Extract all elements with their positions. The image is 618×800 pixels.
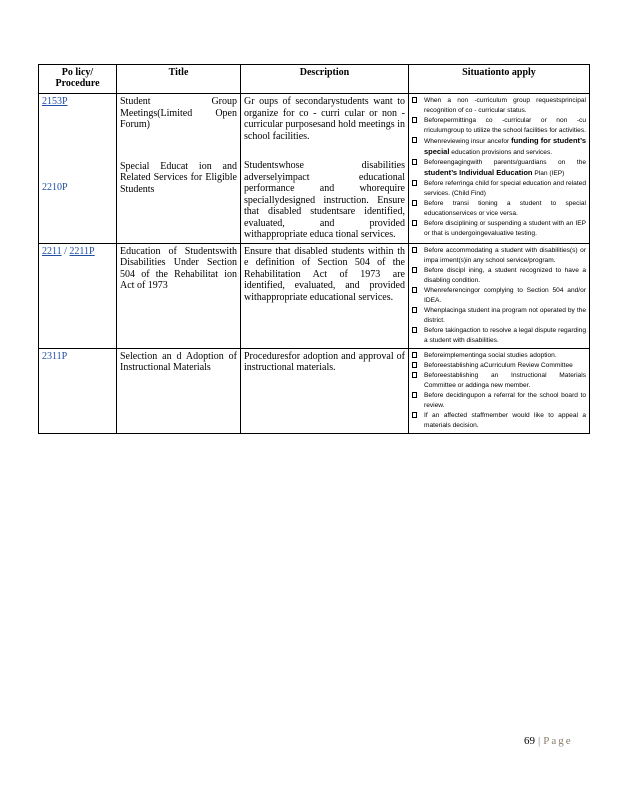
header-situation: Situationto apply xyxy=(409,65,590,94)
checkbox-bullet-icon xyxy=(412,412,417,418)
list-item: Beforeimplementinga social studies adoption. xyxy=(412,351,586,361)
checkbox-bullet-icon xyxy=(412,352,417,358)
list-item: Before accommodating a student with disabilities(s) or impa irment(s)in any school service/program. xyxy=(412,246,586,266)
policy-description: Studentswhose disabilities adverselyimpact educational performance and whorequire speciallydesigned instruction. Ensure that disabled studentsare identified, evaluated, and provided withappropriate educa tional services. xyxy=(244,160,405,240)
header-description: Description xyxy=(241,65,409,94)
policy-title: Special Educat ion and Related Services for Eligible Students xyxy=(120,160,237,195)
policy-link-2153p[interactable]: 2153P xyxy=(42,96,68,107)
list-item: If an affected staffmember would like to appeal a materials decision. xyxy=(412,411,586,431)
list-item: Before referringa child for special education and related services. (Child Find) xyxy=(412,179,586,199)
checkbox-bullet-icon xyxy=(412,137,417,143)
description-cell xyxy=(241,94,409,244)
policy-title: Selection an d Adoption of Instructional Materials xyxy=(117,348,241,433)
policy-code-2311p: 2311P xyxy=(42,350,68,362)
page-number: 69 xyxy=(524,735,535,747)
table-row xyxy=(39,348,590,433)
list-item: Beforeestablishing aCurriculum Review Committee xyxy=(412,361,586,371)
list-item: Beforepermittinga co -curricular or non -cu rriculumgroup to utilize the school facilities for activities. xyxy=(412,116,586,136)
list-item: Beforeengagingwith parents/guardians on the student’s Individual Education Plan (IEP) xyxy=(412,158,586,179)
list-item: When a non -curriculum group requestsprincipal recognition of co - curricular status. xyxy=(412,96,586,116)
table-header-row xyxy=(39,65,590,94)
policy-description: Ensure that disabled students within th e definition of Section 504 of the Rehabilitation Act of 1973 are identified, evaluated, and provided withappropriate educational services. xyxy=(241,243,409,348)
checkbox-bullet-icon xyxy=(412,159,417,165)
situation-cell xyxy=(409,94,590,244)
checkbox-bullet-icon xyxy=(412,267,417,273)
policy-description: Gr oups of secondarystudents want to organize for co - curri cular or non - curricular purposesand hold meetings in school facilities. xyxy=(244,96,405,142)
list-item: Before disciplining or suspending a student with an IEP or that is undergoingevaluative testing. xyxy=(412,219,586,239)
page-label: Page xyxy=(543,735,573,747)
policy-title: Education of Studentswith Disabilities Under Section 504 of the Rehabilitat ion Act of 1973 xyxy=(117,243,241,348)
checkbox-bullet-icon xyxy=(412,117,417,123)
policy-code-2210p: 2210P xyxy=(42,181,68,193)
policy-cell xyxy=(39,348,117,433)
list-item: Before transi tioning a student to special educationservices or vice versa. xyxy=(412,199,586,219)
policy-cell xyxy=(39,94,117,244)
list-item: Beforeestablishing an Instructional Materials Committee or addinga new member. xyxy=(412,371,586,391)
policy-table xyxy=(38,64,590,434)
policy-link-2211p[interactable]: 2211P xyxy=(69,245,95,257)
list-item: Whenreviewing insur ancefor funding for student’s special education provisions and services. xyxy=(412,136,586,158)
list-item: Before takingaction to resolve a legal dispute regarding a student with disabilities. xyxy=(412,326,586,346)
checkbox-bullet-icon xyxy=(412,247,417,253)
header-policy: Po licy/ Procedure xyxy=(39,65,117,94)
policy-title: Student Group Meetings(Limited Open Forum) xyxy=(120,96,237,130)
checkbox-bullet-icon xyxy=(412,97,417,103)
title-cell xyxy=(117,94,241,244)
header-title: Title xyxy=(117,65,241,94)
checkbox-bullet-icon xyxy=(412,372,417,378)
list-item: Before discipl ining, a student recognized to have a disabling condition. xyxy=(412,266,586,286)
checkbox-bullet-icon xyxy=(412,392,417,398)
policy-cell xyxy=(39,243,117,348)
checkbox-bullet-icon xyxy=(412,180,417,186)
checkbox-bullet-icon xyxy=(412,307,417,313)
table-row xyxy=(39,94,590,244)
list-item: Before decidingupon a referral for the school board to review. xyxy=(412,391,586,411)
list-item: Whenreferencingor complying to Section 504 and/or IDEA. xyxy=(412,286,586,306)
table-row xyxy=(39,243,590,348)
policy-description: Proceduresfor adoption and approval of instructional materials. xyxy=(241,348,409,433)
checkbox-bullet-icon xyxy=(412,287,417,293)
situation-cell xyxy=(409,243,590,348)
situation-cell xyxy=(409,348,590,433)
list-item: Whenplacinga student ina program not operated by the district. xyxy=(412,306,586,326)
code-separator: / xyxy=(61,245,70,257)
checkbox-bullet-icon xyxy=(412,327,417,333)
checkbox-bullet-icon xyxy=(412,220,417,226)
policy-link-2211[interactable]: 2211 xyxy=(42,245,62,257)
page-footer xyxy=(524,735,573,747)
footer-separator: | xyxy=(538,735,541,747)
checkbox-bullet-icon xyxy=(412,362,417,368)
checkbox-bullet-icon xyxy=(412,200,417,206)
